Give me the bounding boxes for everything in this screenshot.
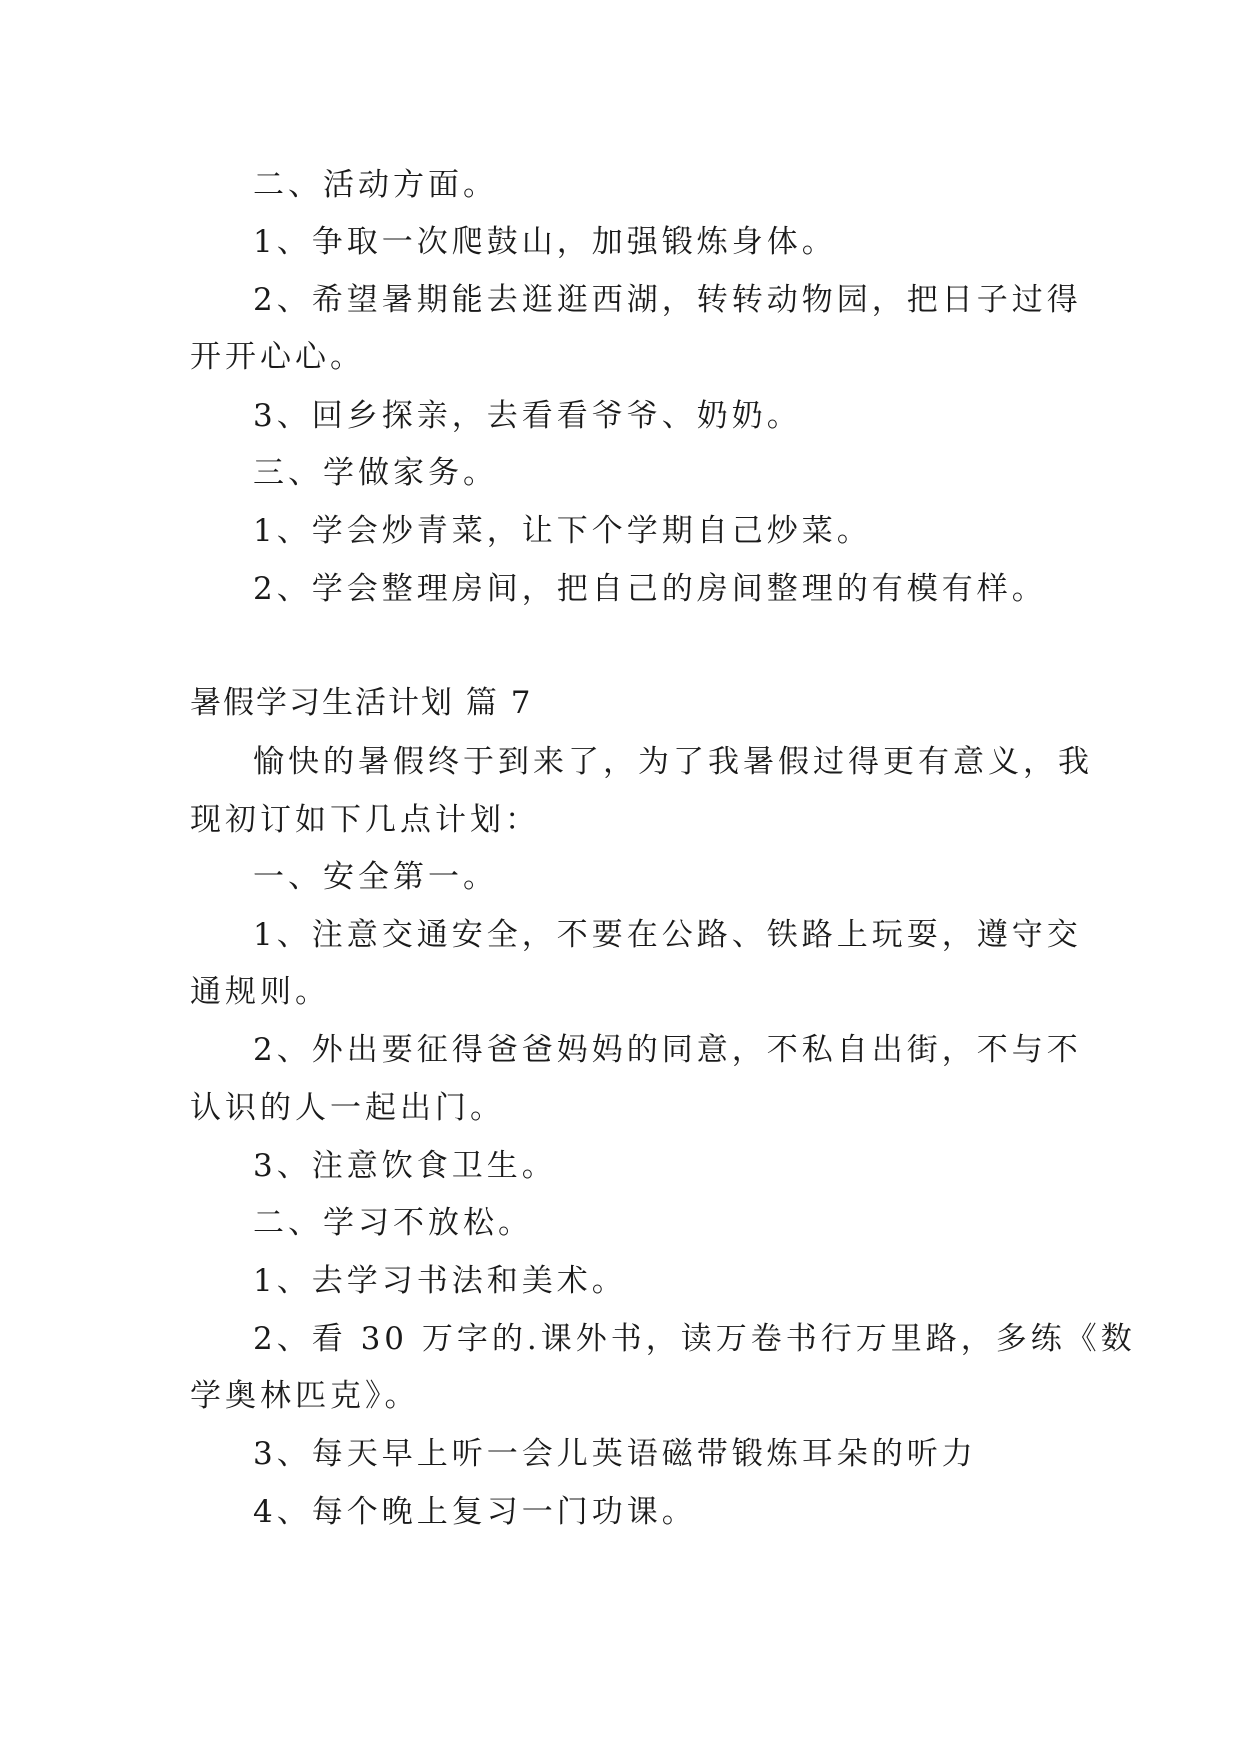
list-item: 1、争取一次爬鼓山，加强锻炼身体。 [253, 224, 837, 260]
intro-paragraph: 愉快的暑假终于到来了，为了我暑假过得更有意义，我 [253, 744, 1093, 780]
list-item: 2、看 30 万字的.课外书，读万卷书行万里路，多练《数 [253, 1321, 1136, 1357]
section-heading-safety: 一、安全第一。 [253, 859, 498, 895]
article-title: 暑假学习生活计划 篇 7 [190, 685, 533, 721]
section-heading-housework: 三、学做家务。 [253, 455, 498, 491]
list-item-continuation: 认识的人一起出门。 [190, 1090, 505, 1126]
section-heading-activities: 二、活动方面。 [253, 167, 498, 203]
list-item: 3、注意饮食卫生。 [253, 1148, 557, 1184]
list-item-continuation: 开开心心。 [190, 339, 365, 375]
list-item: 2、学会整理房间，把自己的房间整理的有模有样。 [253, 571, 1047, 607]
list-item: 3、每天早上听一会儿英语磁带锻炼耳朵的听力 [253, 1436, 977, 1472]
section-heading-study: 二、学习不放松。 [253, 1205, 533, 1241]
list-item: 1、注意交通安全，不要在公路、铁路上玩耍，遵守交 [253, 917, 1082, 953]
intro-paragraph-continuation: 现初订如下几点计划： [190, 802, 540, 838]
list-item: 2、外出要征得爸爸妈妈的同意，不私自出街，不与不 [253, 1032, 1082, 1068]
list-item-continuation: 通规则。 [190, 974, 330, 1010]
list-item: 1、去学习书法和美术。 [253, 1263, 627, 1299]
list-item: 2、希望暑期能去逛逛西湖，转转动物园，把日子过得 [253, 282, 1082, 318]
list-item: 4、每个晚上复习一门功课。 [253, 1494, 697, 1530]
list-item: 1、学会炒青菜，让下个学期自己炒菜。 [253, 513, 872, 549]
list-item: 3、回乡探亲，去看看爷爷、奶奶。 [253, 398, 802, 434]
list-item-continuation: 学奥林匹克》。 [190, 1378, 420, 1414]
